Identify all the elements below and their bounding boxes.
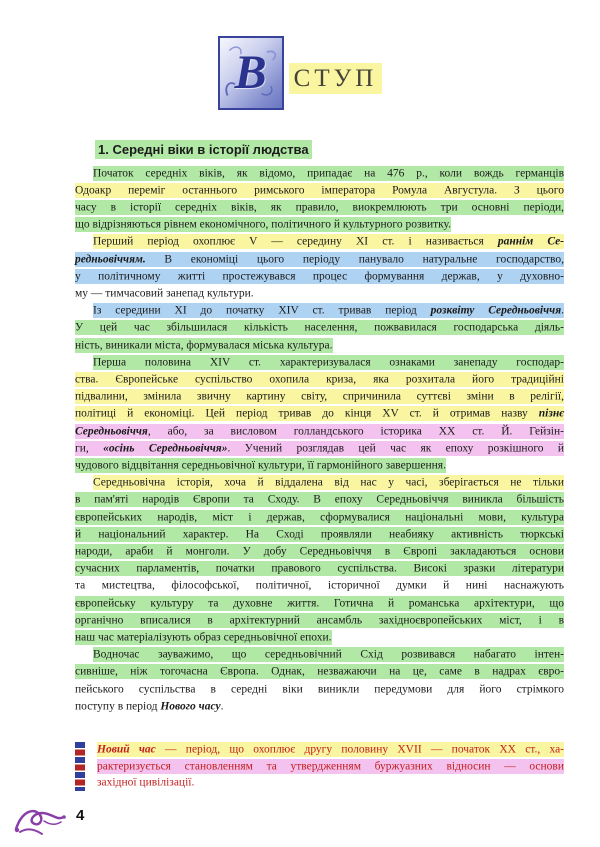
line-highlight: Початок середніх віків, як відомо, припадає на 476 р., коли вождь германців <box>93 167 564 179</box>
text-line <box>75 234 564 251</box>
line-highlight: ги, «осінь Середньовіччя». Учений розглядав цей час як епоху розкішного й <box>75 442 564 455</box>
text-line <box>75 354 564 371</box>
line-highlight: що відрізняються рівнем економічного, політичного й культурного розвитку. <box>75 218 452 231</box>
line-highlight: європейських народів, міст і держав, сформувалися національні мови, культура <box>75 511 564 524</box>
line-highlight: ства. Європейське суспільство охопила криза, яка розхитала його традиційні <box>75 373 564 386</box>
text-column <box>75 142 564 791</box>
line-highlight: Новий час — період, що охоплює другу половину XVII — початок XX ст., ха- <box>97 743 564 756</box>
footer-ornament-icon <box>14 801 66 839</box>
line-highlight: Одоакр переміг останнього римського імператора Ромула Августула. З цього <box>75 184 564 197</box>
line-highlight: пейського суспільства в середні віки виникли передумови для його стрімкого <box>75 683 564 696</box>
section-heading <box>95 142 564 157</box>
text-line <box>75 337 564 354</box>
line-highlight: рактеризується становленням та утвердженням буржуазних відносин — основи <box>97 760 564 773</box>
section-heading-text: 1. Середні віки в історії людства <box>95 140 312 159</box>
text-line <box>75 371 564 388</box>
page-number: 4 <box>76 806 85 824</box>
text-line <box>75 475 564 492</box>
text-line <box>97 775 564 792</box>
text-line <box>75 647 564 664</box>
text-line <box>75 423 564 440</box>
line-highlight: підвалини, змінила звичну картину світу, спричинила суттєві зміни в релігії, <box>75 390 564 403</box>
line-highlight: чудового відцвітання середньовічної культури, її гармонійного завершення. <box>75 459 446 472</box>
text-line <box>75 492 564 509</box>
text-line <box>75 217 564 234</box>
line-highlight: Перший період охоплює V — середину XI ст. і називається раннім Се- <box>93 235 564 248</box>
text-line <box>75 199 564 216</box>
body-text <box>75 165 564 716</box>
chapter-title <box>0 36 600 110</box>
line-highlight: редньовіччям. В економіці цього періоду панувало натуральне господарство, <box>75 253 564 266</box>
text-line <box>97 758 564 775</box>
line-highlight: Водночас зауважимо, що середньовічний Схід розвивався набагато інтен- <box>93 648 564 661</box>
dropcap-initial <box>218 36 284 110</box>
line-highlight: Середньовічна історія, хоча й віддалена від нас у часі, зберігається не тільки <box>93 476 564 489</box>
text-line <box>75 285 564 302</box>
line-highlight: поступу в період Нового часу. <box>75 700 224 713</box>
text-line <box>75 406 564 423</box>
line-highlight: У цей час збільшилася кількість населення, пожвавилася господарська діяль- <box>75 321 564 334</box>
text-line <box>75 320 564 337</box>
text-line <box>75 457 564 474</box>
text-line <box>75 251 564 268</box>
text-line <box>75 543 564 560</box>
line-highlight: ність, виникали міста, формувалася міська культура. <box>75 339 333 352</box>
text-line <box>75 561 564 578</box>
chapter-title-text: СТУП <box>289 63 383 94</box>
line-highlight: сивніше, ніж тогочасна Європа. Однак, незважаючи на це, саме в надрах євро- <box>75 665 564 678</box>
text-line <box>75 595 564 612</box>
text-line <box>75 664 564 681</box>
text-line <box>97 742 564 759</box>
text-line <box>75 303 564 320</box>
line-highlight: політиці й економіці. Цей період тривав до кінця XV ст. й отримав назву пізнє <box>75 407 564 420</box>
dropcap-letter: В <box>234 46 267 99</box>
text-line <box>75 182 564 199</box>
line-highlight: наш час матеріалізують образ середньовічної епохи. <box>75 631 332 644</box>
line-highlight: органічно вписалися в архітектурний ансамбль західноєвропейських міст, і в <box>75 614 564 627</box>
text-line <box>75 612 564 629</box>
line-highlight: та мистецтва, філософської, політичної, історичної думки й нині наснажують <box>75 579 564 592</box>
line-highlight: му — тимчасовий занепад культури. <box>75 287 254 300</box>
page-footer <box>14 801 84 839</box>
text-line <box>75 629 564 646</box>
line-highlight: сучасних парламентів, початки правового суспільства. Високі зразки літератури <box>75 562 564 575</box>
text-line <box>75 681 564 698</box>
text-line <box>75 268 564 285</box>
line-highlight: й національний характер. На Сході проявляли неабияку активність тюркські <box>75 528 564 541</box>
line-highlight: Перша половина XIV ст. характеризувалася ознаками занепаду господар- <box>93 356 564 369</box>
line-highlight: в пам'яті народів Європи та Сходу. В епоху Середньовіччя виникла більшість <box>75 493 564 506</box>
text-line <box>75 698 564 715</box>
line-highlight: європейську культуру та духовне життя. Готична й романська архітектури, що <box>75 597 564 610</box>
line-highlight: Із середини XI до початку XIV ст. тривав період розквіту Середньовіччя. <box>93 304 564 317</box>
text-line <box>75 165 564 182</box>
definition-box <box>75 742 564 792</box>
line-highlight: у політичному житті простежувався процес формування держав, у духовно- <box>75 270 564 283</box>
line-highlight: західної цивілізації. <box>97 776 195 789</box>
text-line <box>75 389 564 406</box>
line-highlight: народи, араби й монголи. У добу Середньовіччя в Європі закладаються основи <box>75 545 564 558</box>
text-line <box>75 578 564 595</box>
definition-text <box>85 742 564 792</box>
line-highlight: часу в історії середніх віків, як правило, виокремлюють три основні періоди, <box>75 201 564 214</box>
text-line <box>75 526 564 543</box>
ornamental-border-strip <box>75 742 85 792</box>
text-line <box>75 509 564 526</box>
line-highlight: Середньовіччя, або, за висловом голландського історика XX ст. Й. Гейзін- <box>75 425 564 438</box>
text-line <box>75 440 564 457</box>
